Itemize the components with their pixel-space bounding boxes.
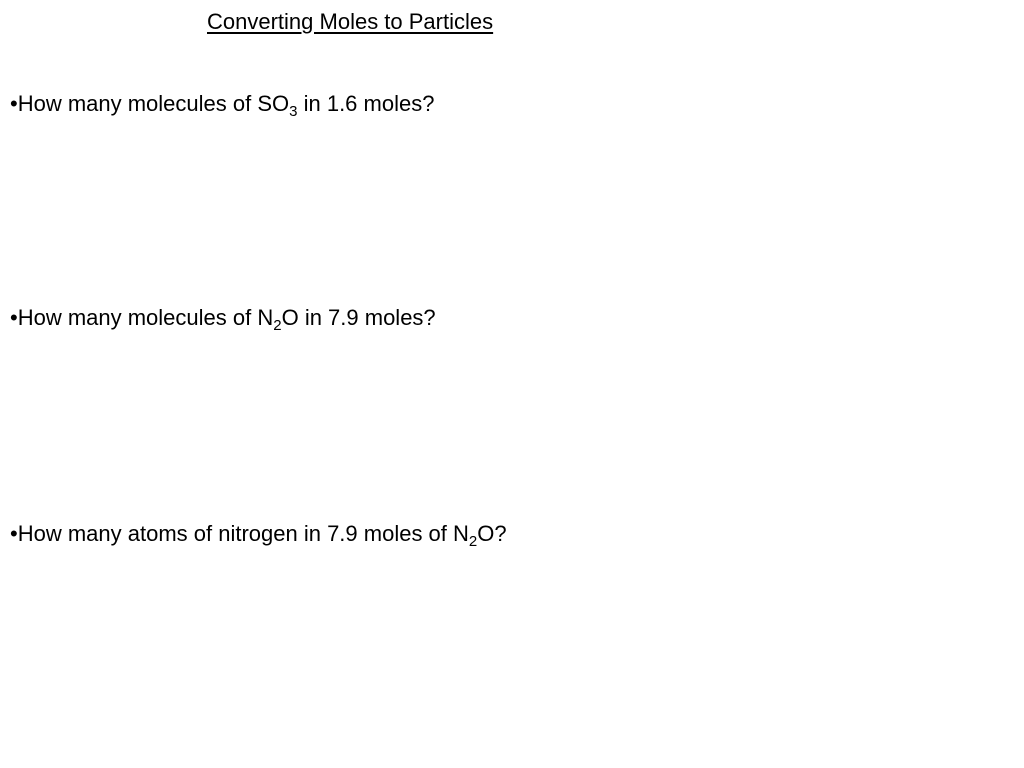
bullet: • [10,305,18,330]
question-text-after: O in 7.9 moles? [281,305,436,330]
question-subscript: 2 [468,533,478,550]
question-text-before: How many atoms of nitrogen in 7.9 moles of N [17,521,469,546]
question-text-before: How many molecules of SO [17,91,290,116]
question-text-after: O? [477,521,507,546]
slide-title: Converting Moles to Particles [207,9,494,34]
question-text-before: How many molecules of N [17,305,274,330]
question-subscript: 2 [273,317,282,334]
bullet: • [10,521,18,546]
question-3 [10,520,507,548]
question-1 [10,90,434,118]
bullet: • [10,91,18,116]
question-text-after: in 1.6 moles? [297,91,435,116]
question-subscript: 3 [289,103,298,120]
question-2 [10,304,436,332]
